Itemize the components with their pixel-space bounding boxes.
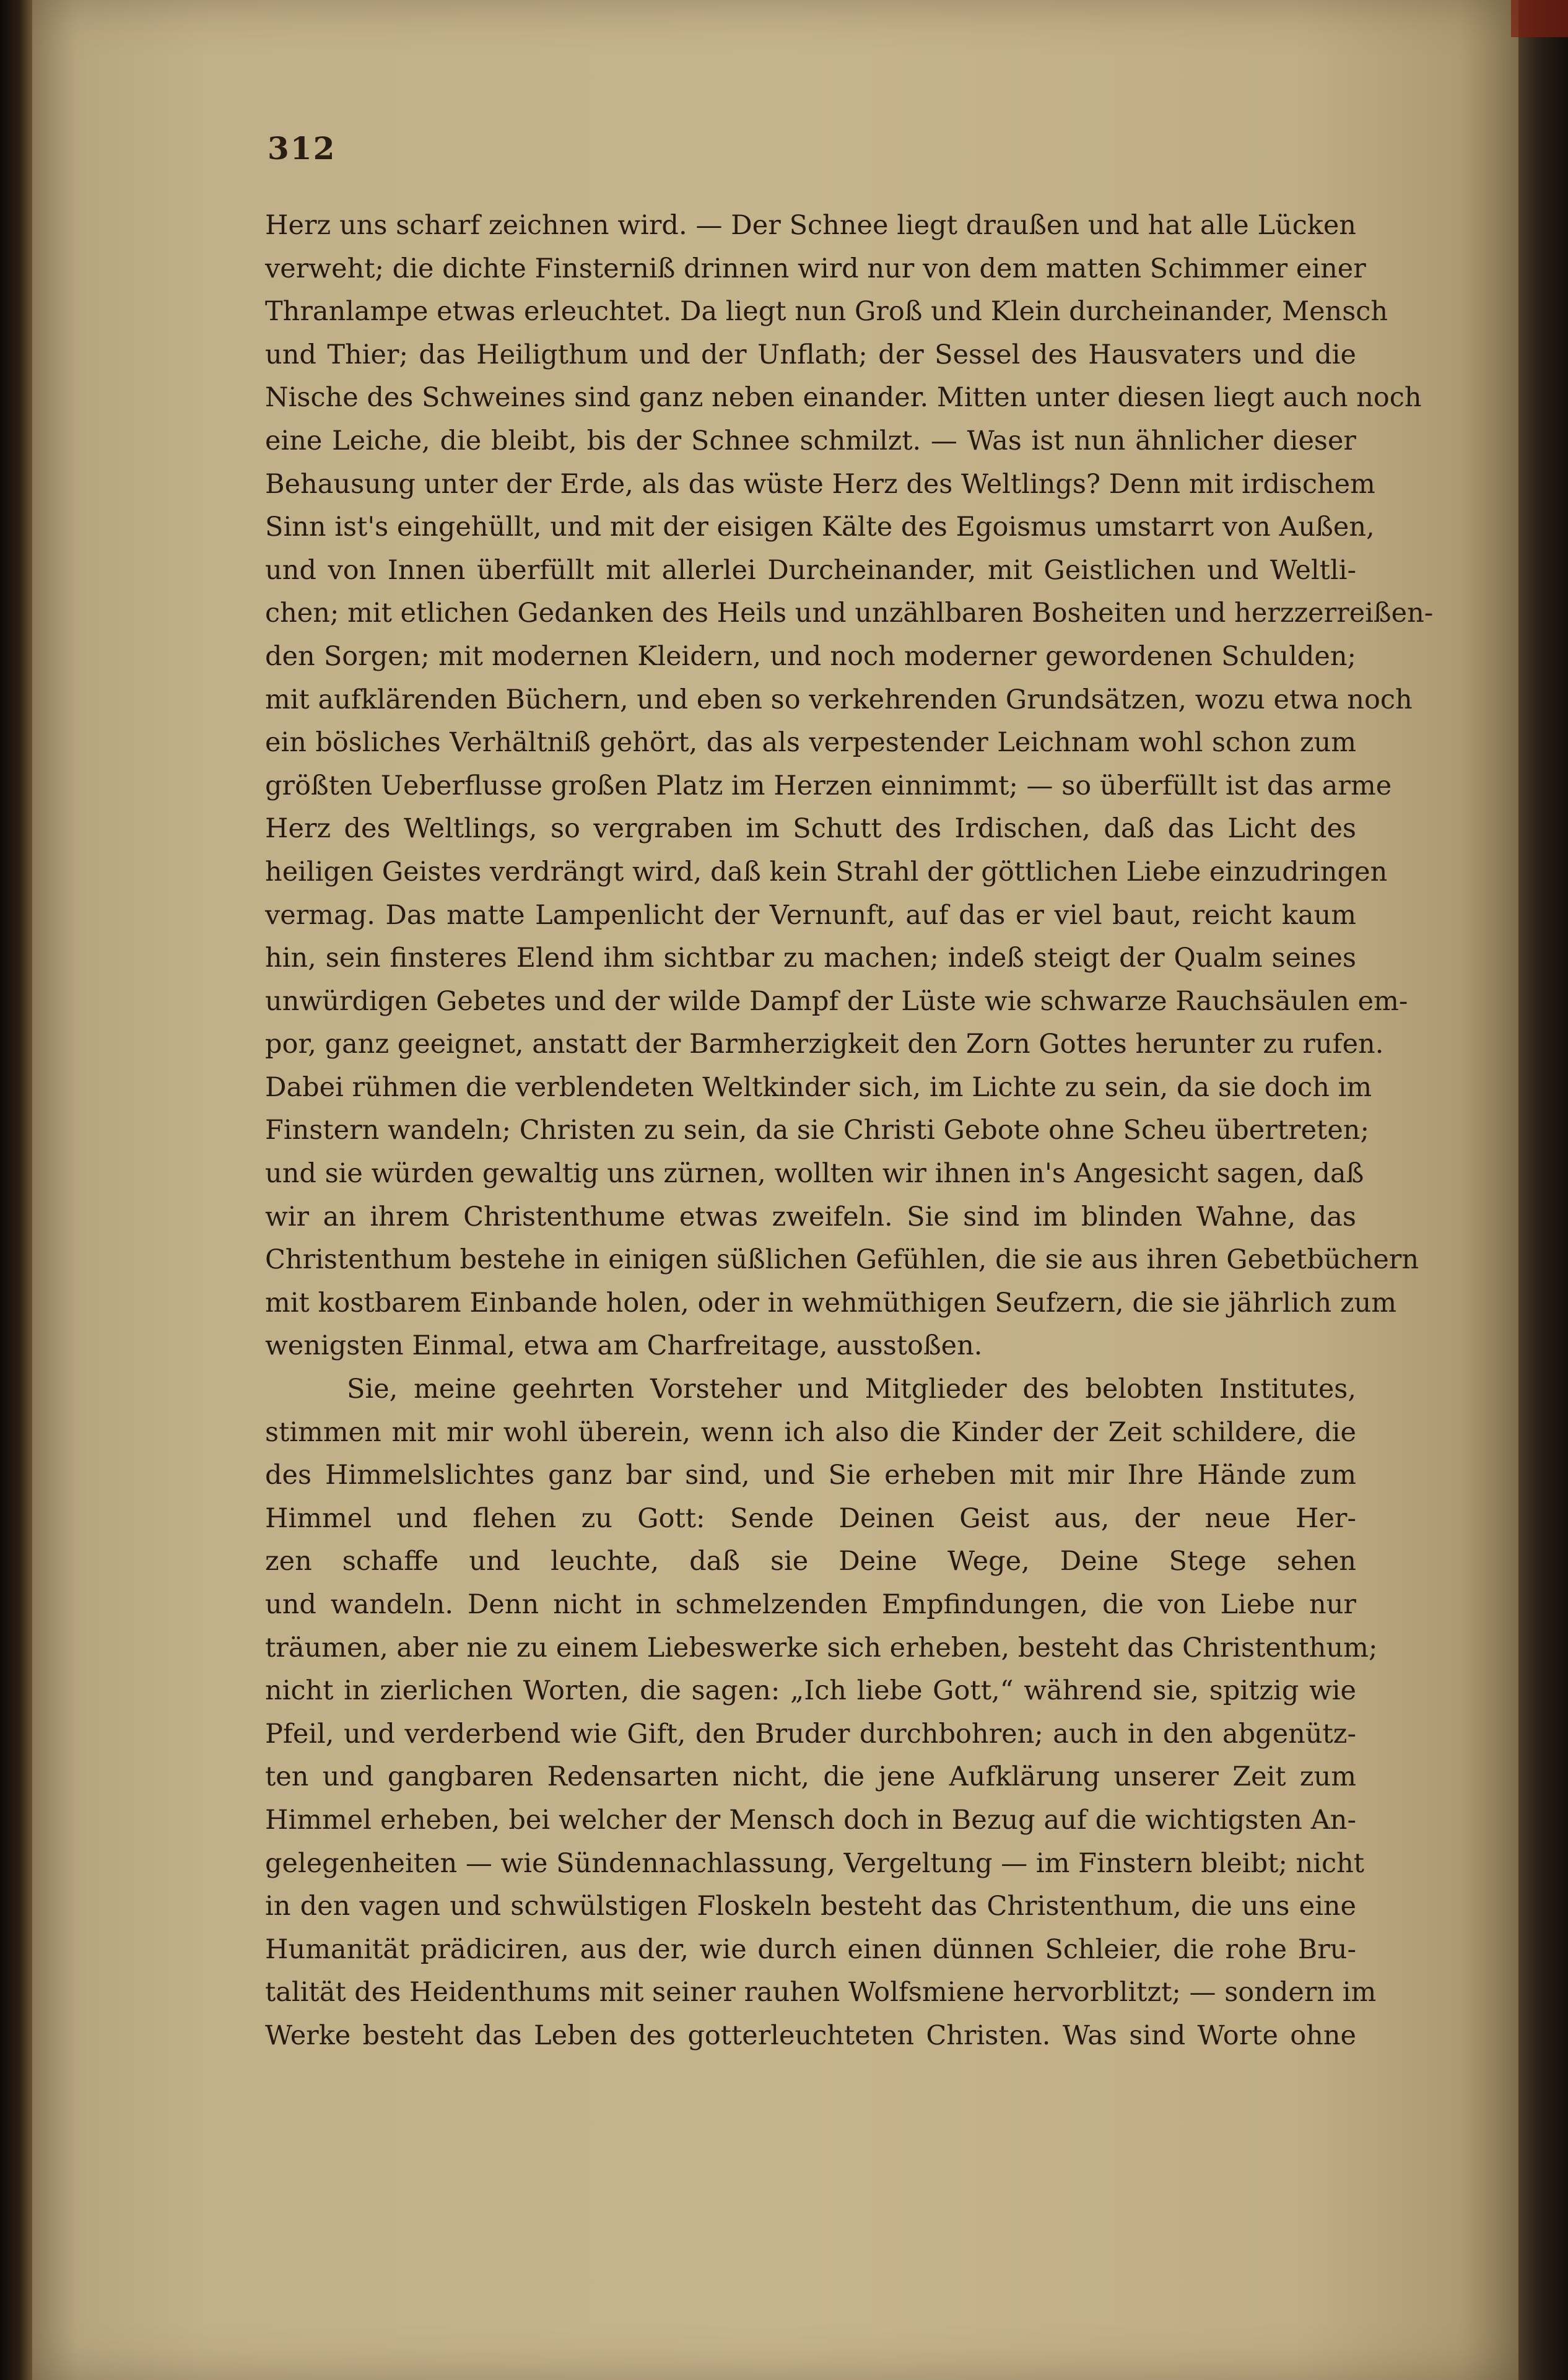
text-line: Christenthum bestehe in einigen süßlichen Gefühlen, die sie aus ihren Gebetbüchern: [265, 1244, 1419, 1276]
text-line: chen; mit etlichen Gedanken des Heils und unzählbaren Bosheiten und herzzerreißen-: [265, 598, 1434, 629]
red-corner-mark: [1511, 0, 1568, 37]
text-line: größten Ueberflusse großen Platz im Herzen einnimmt; — so überfüllt ist das arme: [265, 770, 1392, 801]
text-line: Nische des Schweines sind ganz neben einander. Mitten unter diesen liegt auch noch: [265, 382, 1422, 414]
text-line: Himmel und flehen zu Gott: Sende Deinen Geist aus, der neue Her-: [265, 1502, 1356, 1534]
text-line: und von Innen überfüllt mit allerlei Durcheinander, mit Geistlichen und Weltli-: [265, 554, 1356, 586]
text-line: Finstern wandeln; Christen zu sein, da sie Christi Gebote ohne Scheu übertreten;: [265, 1115, 1369, 1146]
page-number: 312: [268, 130, 336, 167]
text-line: unwürdigen Gebetes und der wilde Dampf der Lüste wie schwarze Rauchsäulen em-: [265, 985, 1408, 1017]
text-line: ein bösliches Verhältniß gehört, das als verpestender Leichnam wohl schon zum: [265, 727, 1356, 759]
text-line: Pfeil, und verderbend wie Gift, den Bruder durchbohren; auch in den abgenütz-: [265, 1718, 1356, 1750]
text-line: mit kostbarem Einbande holen, oder in wehmüthigen Seufzern, die sie jährlich zum: [265, 1287, 1397, 1319]
text-line: heiligen Geistes verdrängt wird, daß kein Strahl der göttlichen Liebe einzudringen: [265, 856, 1388, 887]
text-line: und Thier; das Heiligthum und der Unflath; der Sessel des Hausvaters und die: [265, 339, 1356, 370]
text-line: Dabei rühmen die verblendeten Weltkinder sich, im Lichte zu sein, da sie doch im: [265, 1071, 1372, 1103]
text-line: eine Leiche, die bleibt, bis der Schnee schmilzt. — Was ist nun ähnlicher dieser: [265, 425, 1356, 456]
text-line: verweht; die dichte Finsterniß drinnen wird nur von dem matten Schimmer einer: [265, 253, 1366, 284]
text-line: por, ganz geeignet, anstatt der Barmherzigkeit den Zorn Gottes herunter zu rufen.: [265, 1029, 1384, 1060]
text-line: in den vagen und schwülstigen Floskeln besteht das Christenthum, die uns eine: [265, 1891, 1356, 1922]
text-line: Himmel erheben, bei welcher der Mensch doch in Bezug auf die wichtigsten An-: [265, 1804, 1356, 1836]
text-line: Herz des Weltlings, so vergraben im Schutt des Irdischen, daß das Licht des: [265, 813, 1356, 845]
text-line: träumen, aber nie zu einem Liebeswerke sich erheben, besteht das Christenthum;: [265, 1632, 1378, 1663]
text-line: Behausung unter der Erde, als das wüste Herz des Weltlings? Denn mit irdischem: [265, 468, 1375, 500]
text-line: Sie, meine geehrten Vorsteher und Mitglieder des belobten Institutes,: [347, 1374, 1356, 1405]
text-line: Humanität prädiciren, aus der, wie durch einen dünnen Schleier, die rohe Bru-: [265, 1933, 1356, 1965]
text-line: und wandeln. Denn nicht in schmelzenden Empfindungen, die von Liebe nur: [265, 1589, 1356, 1620]
text-line: wenigsten Einmal, etwa am Charfreitage, ausstoßen.: [265, 1330, 983, 1362]
text-line: zen schaffe und leuchte, daß sie Deine Wege, Deine Stege sehen: [265, 1546, 1356, 1577]
text-line: talität des Heidenthums mit seiner rauhen Wolfsmiene hervorblitzt; — sondern im: [265, 1977, 1377, 2008]
text-line: Sinn ist's eingehüllt, und mit der eisigen Kälte des Egoismus umstarrt von Außen,: [265, 512, 1375, 543]
text-line: und sie würden gewaltig uns zürnen, wollten wir ihnen in's Angesicht sagen, daß: [265, 1158, 1364, 1190]
book-gutter-left: [0, 0, 32, 2380]
text-line: nicht in zierlichen Worten, die sagen: „Ich liebe Gott,“ während sie, spitzig wie: [265, 1675, 1356, 1707]
text-line: wir an ihrem Christenthume etwas zweifeln. Sie sind im blinden Wahne, das: [265, 1201, 1356, 1232]
text-line: vermag. Das matte Lampenlicht der Vernunft, auf das er viel baut, reicht kaum: [265, 899, 1356, 931]
book-edge-right: [1518, 0, 1568, 2380]
text-line: Werke besteht das Leben des gotterleuchteten Christen. Was sind Worte ohne: [265, 2020, 1356, 2051]
text-line: gelegenheiten — wie Sündennachlassung, Vergeltung — im Finstern bleibt; nicht: [265, 1847, 1365, 1879]
text-line: ten und gangbaren Redensarten nicht, die jene Aufklärung unserer Zeit zum: [265, 1761, 1356, 1793]
text-line: stimmen mit mir wohl überein, wenn ich also die Kinder der Zeit schildere, die: [265, 1416, 1356, 1448]
text-line: des Himmelslichtes ganz bar sind, und Sie erheben mit mir Ihre Hände zum: [265, 1460, 1356, 1491]
text-line: hin, sein finsteres Elend ihm sichtbar zu machen; indeß steigt der Qualm seines: [265, 943, 1356, 974]
text-line: mit aufklärenden Büchern, und eben so verkehrenden Grundsätzen, wozu etwa noch: [265, 684, 1413, 715]
body-text: [265, 204, 1434, 2058]
text-line: Herz uns scharf zeichnen wird. — Der Schnee liegt draußen und hat alle Lücken: [265, 210, 1356, 241]
text-line: Thranlampe etwas erleuchtet. Da liegt nun Groß und Klein durcheinander, Mensch: [265, 296, 1388, 328]
text-line: den Sorgen; mit modernen Kleidern, und noch moderner gewordenen Schulden;: [265, 640, 1356, 672]
